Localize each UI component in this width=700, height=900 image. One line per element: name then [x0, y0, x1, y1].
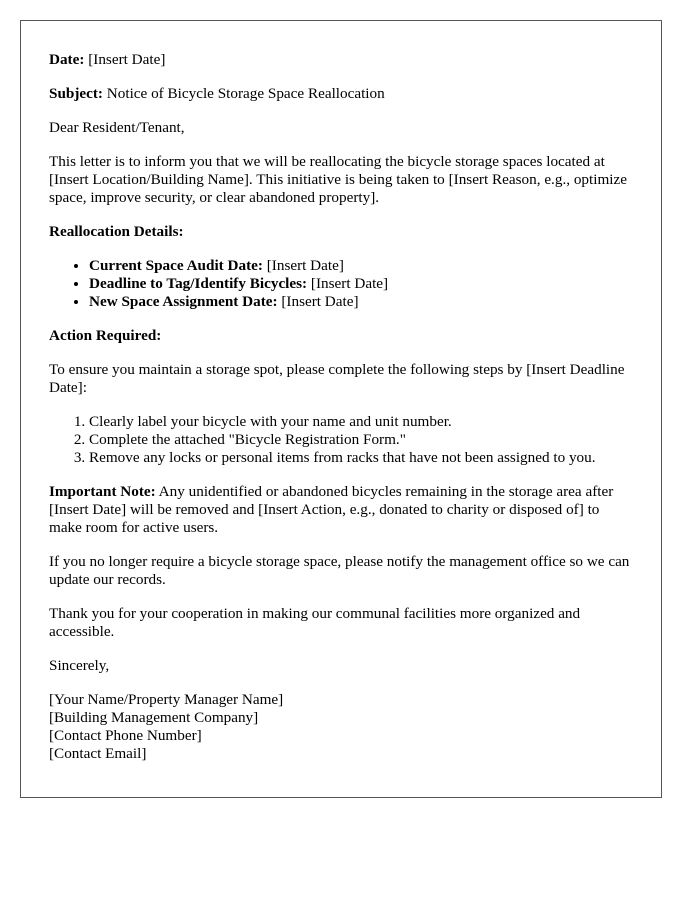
- steps-list: [49, 413, 633, 467]
- list-item: [89, 257, 633, 275]
- important-note: [49, 483, 633, 537]
- action-intro: To ensure you maintain a storage spot, please complete the following steps by [Insert Deadline Date]:: [49, 361, 625, 396]
- list-item: 1. Clearly label your bicycle with your name and unit number.: [89, 413, 633, 431]
- signature-block: [49, 691, 633, 763]
- detail-value: [Insert Date]: [277, 293, 359, 310]
- details-heading: Reallocation Details:: [49, 223, 184, 240]
- subject-line: [49, 85, 633, 103]
- detail-label: New Space Assignment Date:: [89, 293, 278, 310]
- detail-value: [Insert Date]: [307, 275, 389, 292]
- intro-paragraph: This letter is to inform you that we will be reallocating the bicycle storage spaces located at [Insert Location/Building Name]. This initiative is being taken to [Insert Reason, e.g., optimize space, improve security, or clear abandoned property].: [49, 153, 627, 206]
- signature-email: [Contact Email]: [49, 745, 147, 762]
- subject-label: Subject:: [49, 85, 103, 102]
- action-heading: Action Required:: [49, 327, 162, 344]
- details-list: [49, 257, 633, 311]
- note-label: Important Note:: [49, 483, 156, 500]
- subject-value: Notice of Bicycle Storage Space Reallocation: [103, 85, 385, 102]
- detail-value: [Insert Date]: [262, 257, 344, 274]
- salutation: Dear Resident/Tenant,: [49, 119, 185, 136]
- list-item: [89, 293, 633, 311]
- thanks-paragraph: Thank you for your cooperation in making our communal facilities more organized and accessible.: [49, 605, 581, 640]
- date-label: Date:: [49, 51, 85, 68]
- date-line: [49, 51, 633, 69]
- signature-name: [Your Name/Property Manager Name]: [49, 691, 284, 708]
- signature-phone: [Contact Phone Number]: [49, 727, 202, 744]
- note-value: Any unidentified or abandoned bicycles remaining in the storage area after [Insert Date] will be removed and [Insert Action, e.g., donated to charity or disposed of] to make room for active users.: [49, 483, 614, 536]
- letter-document: [20, 20, 662, 798]
- list-item: 3. Remove any locks or personal items from racks that have not been assigned to you.: [89, 449, 633, 467]
- detail-label: Current Space Audit Date:: [89, 257, 263, 274]
- closing: Sincerely,: [49, 657, 110, 674]
- date-value: [Insert Date]: [84, 51, 166, 68]
- list-item: 2. Complete the attached "Bicycle Registration Form.": [89, 431, 633, 449]
- detail-label: Deadline to Tag/Identify Bicycles:: [89, 275, 308, 292]
- no-longer-required-paragraph: If you no longer require a bicycle storage space, please notify the management office so we can update our records.: [49, 553, 630, 588]
- signature-company: [Building Management Company]: [49, 709, 259, 726]
- list-item: [89, 275, 633, 293]
